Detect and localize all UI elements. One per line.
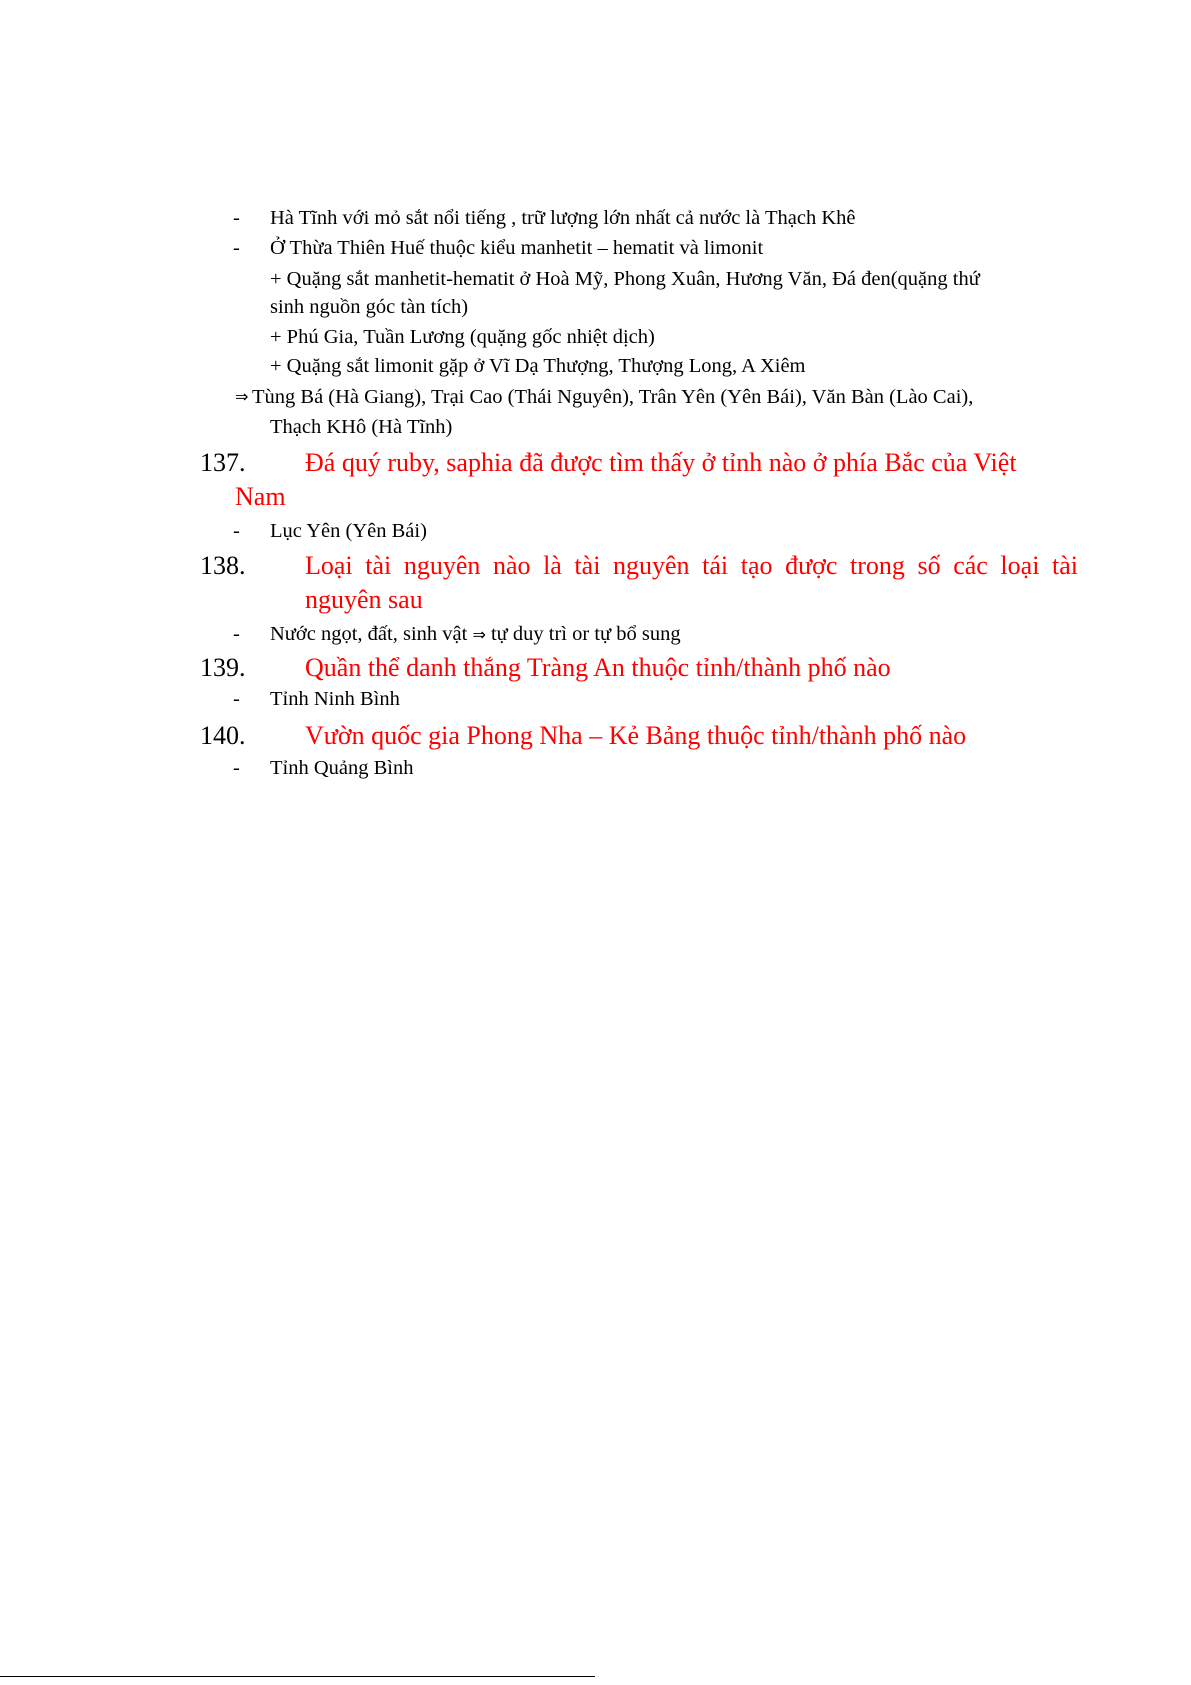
- question-number: 137.: [200, 448, 246, 477]
- answer-text: Tỉnh Quảng Bình: [270, 757, 414, 779]
- bullet-text: Hà Tĩnh với mỏ sắt nổi tiếng , trữ lượng lớn nhất cả nước là Thạch Khê: [270, 207, 856, 229]
- question-number: 138.: [200, 551, 246, 580]
- bullet-dash: -: [233, 207, 240, 229]
- sub-item-text: + Quặng sắt limonit gặp ở Vĩ Dạ Thượng, Thượng Long, A Xiêm: [270, 355, 806, 377]
- question-text-continuation: nguyên sau: [305, 585, 423, 614]
- question-number: 140.: [200, 721, 246, 750]
- question-text: Vườn quốc gia Phong Nha – Kẻ Bảng thuộc tỉnh/thành phố nào: [305, 721, 967, 750]
- sub-item-text: sinh nguồn góc tàn tích): [270, 296, 469, 318]
- answer-text: [270, 621, 681, 648]
- summary-text: Tùng Bá (Hà Giang), Trại Cao (Thái Nguyên), Trân Yên (Yên Bái), Văn Bàn (Lào Cai),: [252, 386, 974, 408]
- footnote-separator: [0, 1676, 595, 1677]
- summary-text: Thạch KHô (Hà Tĩnh): [270, 416, 453, 438]
- question-text: Đá quý ruby, saphia đã được tìm thấy ở tỉnh nào ở phía Bắc của Việt: [305, 448, 1017, 477]
- answer-part: Nước ngọt, đất, sinh vật: [270, 623, 468, 645]
- sub-item-text: + Quặng sắt manhetit-hematit ở Hoà Mỹ, Phong Xuân, Hương Văn, Đá đen(quặng thứ: [270, 268, 980, 290]
- bullet-dash: -: [233, 757, 240, 779]
- question-text-continuation: Nam: [235, 482, 286, 511]
- answer-text: Tỉnh Ninh Bình: [270, 688, 400, 710]
- bullet-dash: -: [233, 237, 240, 259]
- question-number: 139.: [200, 653, 246, 682]
- bullet-dash: -: [233, 520, 240, 542]
- question-text: Quần thể danh thắng Tràng An thuộc tỉnh/thành phố nào: [305, 653, 891, 682]
- bullet-text: Ở Thừa Thiên Huế thuộc kiểu manhetit – hematit và limonit: [270, 237, 764, 259]
- bullet-dash: -: [233, 688, 240, 710]
- arrow-icon: ⇒: [472, 625, 486, 644]
- bullet-dash: -: [233, 623, 240, 645]
- arrow-icon: ⇒: [235, 387, 249, 406]
- question-text: Loại tài nguyên nào là tài nguyên tái tạo được trong số các loại tài: [305, 551, 1078, 580]
- answer-part: tự duy trì or tự bổ sung: [490, 623, 681, 645]
- answer-text: Lục Yên (Yên Bái): [270, 520, 427, 542]
- sub-item-text: + Phú Gia, Tuần Lương (quặng gốc nhiệt dịch): [270, 326, 655, 348]
